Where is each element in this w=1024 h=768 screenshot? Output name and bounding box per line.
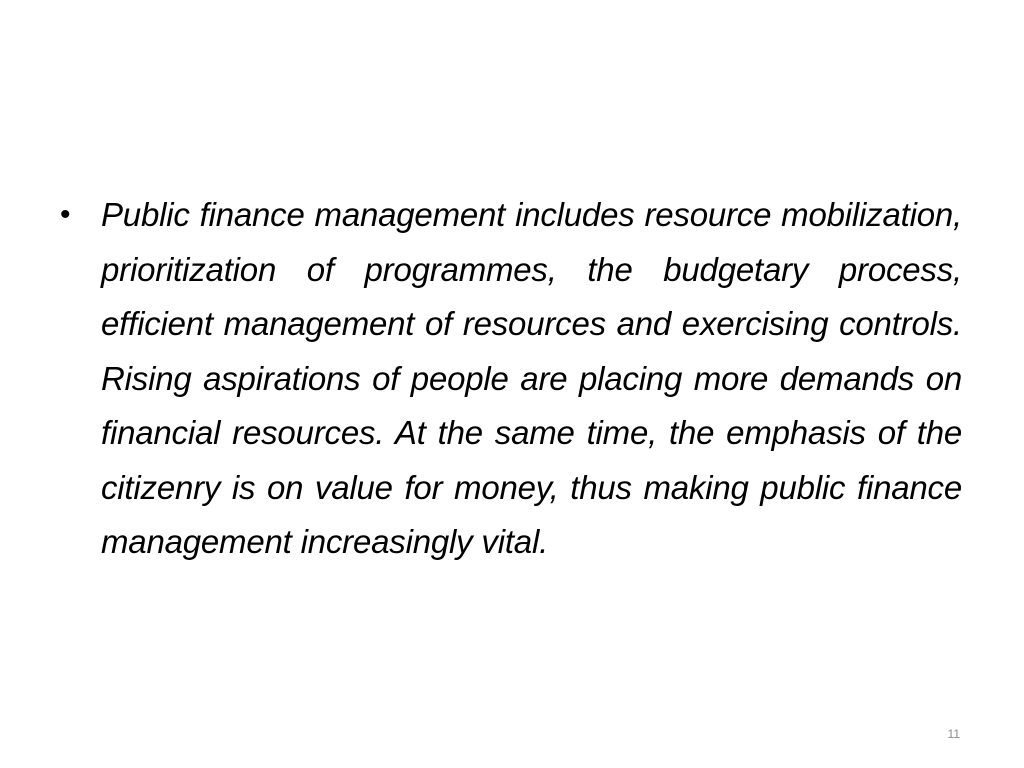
bullet-list [60,188,962,570]
bullet-item [60,188,962,570]
slide-number: 11 [947,727,960,741]
bullet-text: Public finance management includes resource mobilization, prioritization of programmes, the budgetary process, efficient management of resources and exercising controls. Rising aspirations of people are placing more demands on financial resources. At the same time, the emphasis of the citizenry is on value for money, thus making public finance management increasingly vital. [101,196,962,560]
bullet-marker-icon: • [60,198,71,231]
